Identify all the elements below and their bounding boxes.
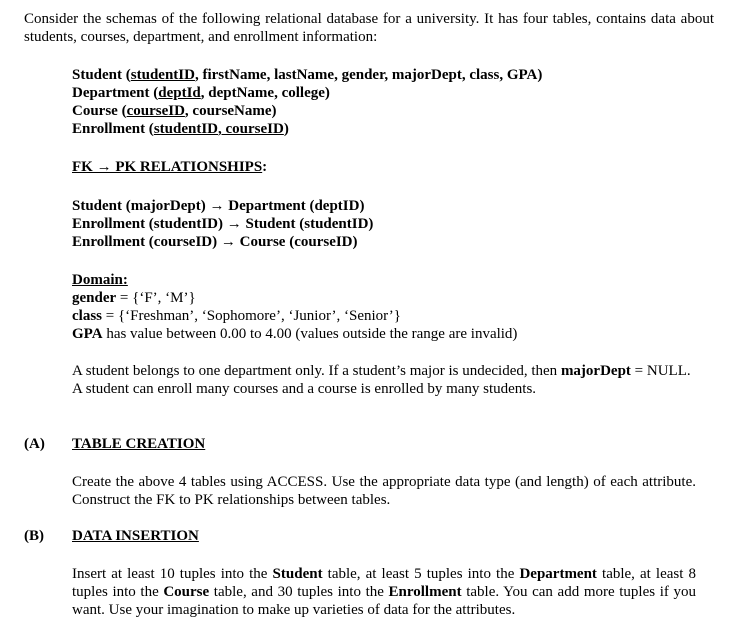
schema-student: Student (studentID, firstName, lastName, gender, majorDept, class, GPA) [72, 67, 543, 83]
rule-enrollment: A student can enroll many courses and a course is enrolled by many students. [72, 381, 537, 397]
schema-list [72, 66, 722, 138]
section-a-letter: (A) [24, 436, 45, 452]
primary-key: studentID [130, 67, 195, 83]
section-a-body: Create the above 4 tables using ACCESS. Use the appropriate data type (and length) of each attribute. Construct the FK to PK relationships between tables. [72, 474, 696, 508]
domain-gpa: GPA has value between 0.00 to 4.00 (values outside the range are invalid) [72, 326, 518, 342]
schema-course: Course (courseID, courseName) [72, 103, 277, 119]
domain-section [72, 271, 722, 343]
section-b-title: DATA INSERTION [72, 528, 199, 544]
section-b-letter: (B) [24, 528, 44, 544]
schema-department: Department (deptId, deptName, college) [72, 85, 330, 101]
domain-gender: gender = {‘F’, ‘M’} [72, 290, 196, 306]
primary-key: studentID, courseID [153, 121, 284, 137]
fk-heading: FK → PK RELATIONSHIPS: [72, 159, 268, 175]
section-b-body: Insert at least 10 tuples into the Student table, at least 5 tuples into the Department table, at least 8 tuples into the Course table, and 30 tuples into the Enrollment table. You can add more tuples if you want. Use your imagination to make up varieties of data for the attributes. [72, 566, 696, 618]
relationship-item: Enrollment (studentID) → Student (studentID) [72, 216, 374, 232]
domain-class: class = {‘Freshman’, ‘Sophomore’, ‘Junior’, ‘Senior’} [72, 308, 401, 324]
primary-key: deptId [158, 85, 201, 101]
primary-key: courseID [126, 103, 185, 119]
section-a-title: TABLE CREATION [72, 436, 206, 452]
relationship-item: Enrollment (courseID) → Course (courseID) [72, 234, 358, 250]
relationship-list [72, 197, 722, 251]
intro-paragraph: Consider the schemas of the following relational database for a university. It has four tables, contains data about students, courses, department, and enrollment information: [24, 11, 714, 45]
relationship-item: Student (majorDept) → Department (deptID) [72, 198, 365, 214]
rules-section [72, 362, 700, 398]
rule-department: A student belongs to one department only. If a student’s major is undecided, then majorDept = NULL. [72, 363, 691, 379]
domain-heading: Domain: [72, 272, 128, 288]
schema-enrollment: Enrollment (studentID, courseID) [72, 121, 289, 137]
